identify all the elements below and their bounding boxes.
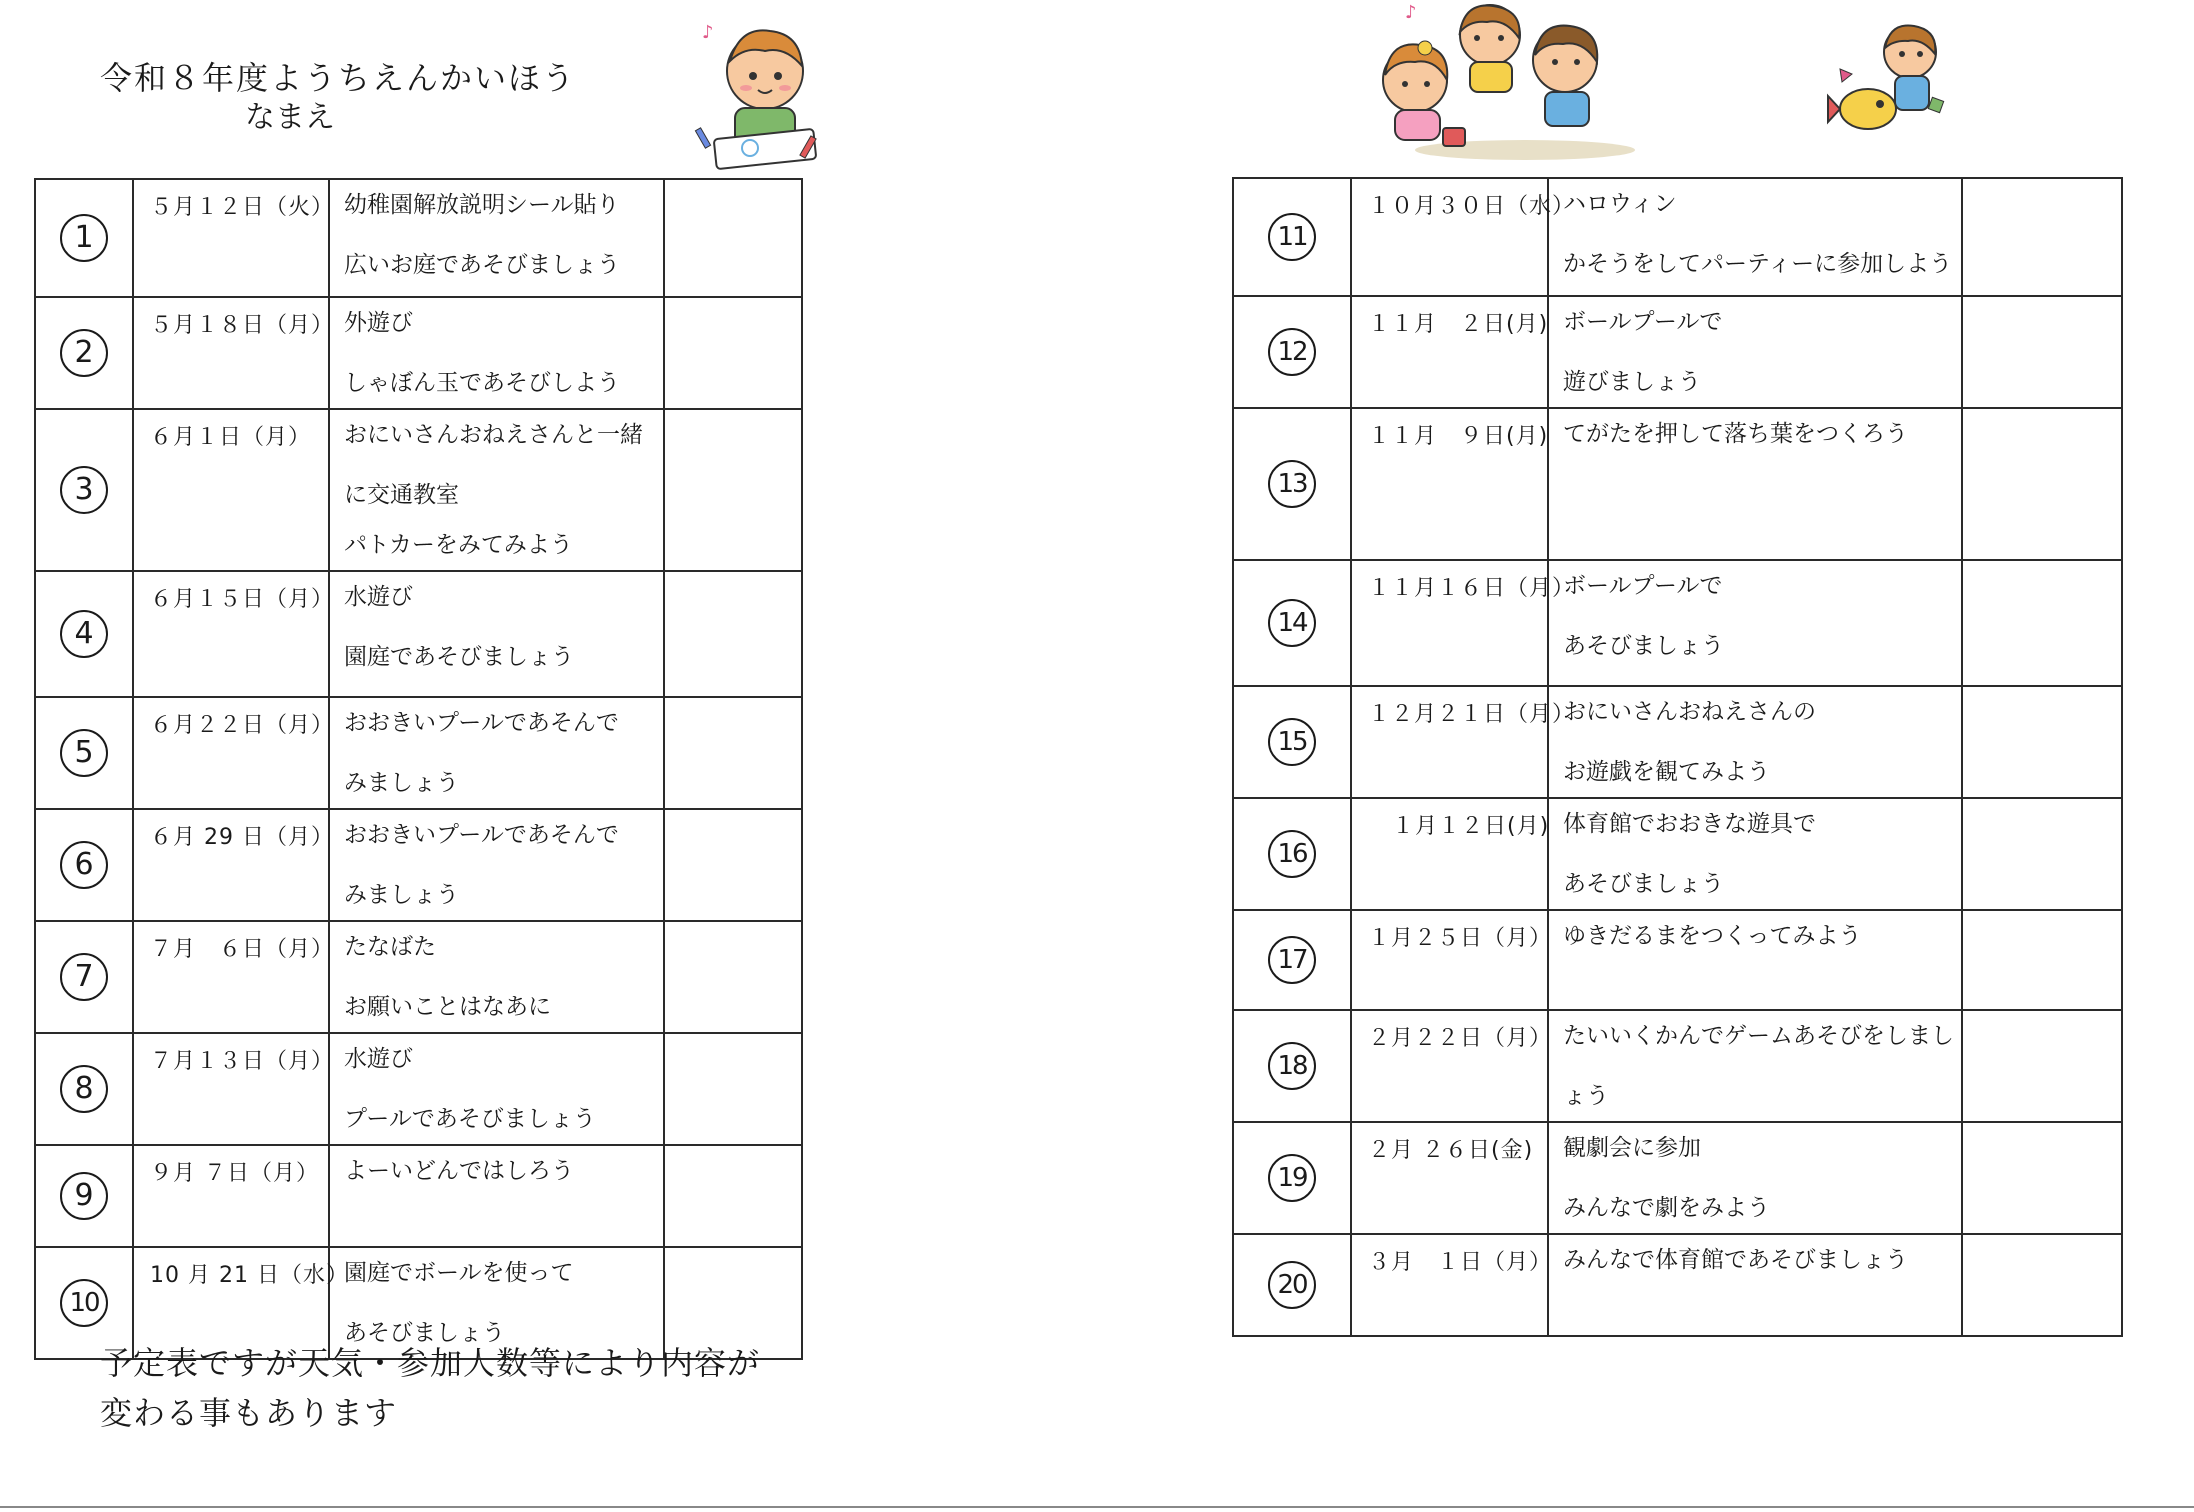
row-check-cell — [664, 297, 802, 409]
row-date: ７月１３日（月） — [133, 1033, 329, 1145]
row-activity-line2: お遊戯を観てみよう — [1563, 759, 1770, 785]
table-row — [1233, 1234, 2122, 1336]
header — [100, 58, 576, 138]
row-date: ２月２２日（月） — [1351, 1010, 1548, 1122]
row-check-cell — [664, 571, 802, 697]
table-row — [35, 1033, 802, 1145]
row-check-cell — [1962, 1010, 2122, 1122]
row-check-cell — [664, 921, 802, 1033]
table-row — [1233, 178, 2122, 296]
row-activity-line2: ょう — [1563, 1083, 1609, 1109]
row-date: １２月２１日（月） — [1351, 686, 1548, 798]
row-activity-line1: おおきいプールであそんで — [344, 822, 619, 848]
row-number: 9 — [60, 1172, 108, 1220]
table-row — [35, 1145, 802, 1247]
table-row — [35, 297, 802, 409]
row-number: 12 — [1268, 328, 1316, 376]
table-row — [35, 409, 802, 571]
row-activity-line1: 幼稚園解放説明シール貼り — [344, 192, 620, 218]
row-number: 7 — [60, 953, 108, 1001]
row-number: 16 — [1268, 830, 1316, 878]
row-number: 13 — [1268, 460, 1316, 508]
table-row — [35, 921, 802, 1033]
row-activity-line1: 園庭でボールを使って — [344, 1260, 574, 1286]
row-activity-line2: お願いことはなあに — [344, 994, 551, 1020]
row-activity-line1: てがたを押して落ち葉をつくろう — [1563, 421, 1908, 447]
row-date: ９月 ７日（月） — [133, 1145, 329, 1247]
schedule-table-left — [34, 178, 803, 1360]
row-date: ７月 ６日（月） — [133, 921, 329, 1033]
row-activity-line2: しゃぼん玉であそびしよう — [344, 370, 620, 396]
row-activity-line1: たいいくかんでゲームあそびをしまし — [1563, 1023, 1954, 1049]
row-activity-line2: みましょう — [344, 770, 459, 796]
row-check-cell — [1962, 1122, 2122, 1234]
table-row — [1233, 910, 2122, 1010]
row-number: 4 — [60, 610, 108, 658]
child-with-fish-illustration — [1830, 14, 1960, 144]
row-date: １０月３０日（水） — [1351, 178, 1548, 296]
svg-text:♪: ♪ — [702, 22, 714, 43]
row-number: 8 — [60, 1065, 108, 1113]
row-check-cell — [664, 1145, 802, 1247]
row-number: 17 — [1268, 936, 1316, 984]
row-date: ６月１日（月） — [133, 409, 329, 571]
row-number: 15 — [1268, 718, 1316, 766]
row-check-cell — [1962, 798, 2122, 910]
row-activity-line1: ハロウィン — [1563, 191, 1677, 217]
row-activity-line2: かそうをしてパーティーに参加しよう — [1563, 251, 1953, 277]
row-check-cell — [1962, 296, 2122, 408]
row-activity-line1: おにいさんおねえさんの — [1563, 699, 1816, 725]
name-label: なまえ — [245, 100, 335, 135]
row-number: 5 — [60, 729, 108, 777]
row-activity-line2: 遊びましょう — [1563, 369, 1701, 395]
row-activity-line1: ボールプールで — [1563, 309, 1723, 335]
table-row — [1233, 686, 2122, 798]
table-row — [1233, 296, 2122, 408]
row-activity-line2: あそびましょう — [1563, 871, 1724, 897]
row-activity-line2: あそびましょう — [344, 1320, 505, 1346]
table-row — [35, 571, 802, 697]
table-row — [35, 809, 802, 921]
row-check-cell — [1962, 560, 2122, 686]
row-number: 11 — [1268, 213, 1316, 261]
row-activity-line2: 園庭であそびましょう — [344, 644, 574, 670]
row-activity-line1: ボールプールで — [1563, 573, 1723, 599]
row-date: １１月 ９日(月) — [1351, 408, 1548, 560]
row-activity-line1: よーいどんではしろう — [344, 1158, 574, 1184]
table-row — [1233, 560, 2122, 686]
row-date: ６月２２日（月） — [133, 697, 329, 809]
row-activity-line1: たなばた — [344, 934, 436, 960]
row-activity-line1: みんなで体育館であそびましょう — [1563, 1247, 1908, 1273]
row-check-cell — [1962, 910, 2122, 1010]
row-activity-line2: みましょう — [344, 882, 459, 908]
row-date: １月１２日(月) — [1351, 798, 1548, 910]
row-check-cell — [664, 697, 802, 809]
row-date: ５月１８日（月） — [133, 297, 329, 409]
page-title: 令和８年度ようちえんかいほう — [100, 59, 577, 97]
row-number: 6 — [60, 841, 108, 889]
row-activity-line1: 体育館でおおきな遊具で — [1563, 811, 1816, 837]
row-activity-line1: ゆきだるまをつくってみよう — [1563, 923, 1862, 949]
row-activity-line1: 外遊び — [344, 310, 413, 336]
row-number: 14 — [1268, 599, 1316, 647]
note-line1: 予定表ですが天気・参加人数等により内容が — [100, 1344, 761, 1382]
row-check-cell — [1962, 1234, 2122, 1336]
child-drawing-illustration — [690, 16, 840, 176]
table-row — [35, 179, 802, 297]
row-activity-line1: おにいさんおねえさんと一緒 — [344, 422, 643, 448]
row-check-cell — [664, 809, 802, 921]
row-check-cell — [1962, 686, 2122, 798]
table-row — [1233, 1010, 2122, 1122]
row-date: １１月 ２日(月) — [1351, 296, 1548, 408]
table-row — [35, 697, 802, 809]
row-activity-line1: おおきいプールであそんで — [344, 710, 619, 736]
table-row — [1233, 798, 2122, 910]
row-activity-line1: 水遊び — [344, 1046, 413, 1072]
svg-text:♪: ♪ — [1405, 2, 1417, 23]
row-date: ２月 ２６日(金) — [1351, 1122, 1548, 1234]
row-number: 18 — [1268, 1042, 1316, 1090]
row-date: １月２５日（月） — [1351, 910, 1548, 1010]
row-activity-line2: プールであそびましょう — [344, 1106, 596, 1132]
row-activity-line2: 広いお庭であそびましょう — [344, 252, 620, 278]
row-number: 20 — [1268, 1261, 1316, 1309]
row-date: 10 月 21 日（水） — [133, 1247, 329, 1359]
row-activity-line2: あそびましょう — [1563, 633, 1724, 659]
schedule-note — [100, 1338, 760, 1438]
row-date: ３月 １日（月） — [1351, 1234, 1548, 1336]
row-activity-line2: に交通教室 — [344, 482, 459, 508]
note-line2: 変わる事もあります — [100, 1394, 398, 1432]
row-activity-line1: 水遊び — [344, 584, 413, 610]
schedule-table-right — [1232, 177, 2123, 1337]
row-number: 1 — [60, 214, 108, 262]
row-check-cell — [664, 1033, 802, 1145]
row-number: 3 — [60, 466, 108, 514]
row-date: ５月１２日（火） — [133, 179, 329, 297]
row-check-cell — [664, 409, 802, 571]
row-number: 2 — [60, 329, 108, 377]
page-bottom-divider — [0, 1506, 2194, 1508]
children-sand-play-illustration — [1365, 0, 1650, 165]
row-check-cell — [1962, 408, 2122, 560]
table-row — [1233, 408, 2122, 560]
row-date: １１月１６日（月） — [1351, 560, 1548, 686]
table-row — [1233, 1122, 2122, 1234]
row-date: ６月 29 日（月） — [133, 809, 329, 921]
row-check-cell — [664, 179, 802, 297]
row-activity-line3: パトカーをみてみよう — [344, 532, 573, 558]
row-date: ６月１５日（月） — [133, 571, 329, 697]
row-activity-line2: みんなで劇をみよう — [1563, 1195, 1770, 1221]
row-number: 10 — [60, 1279, 108, 1327]
row-activity-line1: 観劇会に参加 — [1563, 1135, 1701, 1161]
row-number: 19 — [1268, 1154, 1316, 1202]
row-check-cell — [1962, 178, 2122, 296]
